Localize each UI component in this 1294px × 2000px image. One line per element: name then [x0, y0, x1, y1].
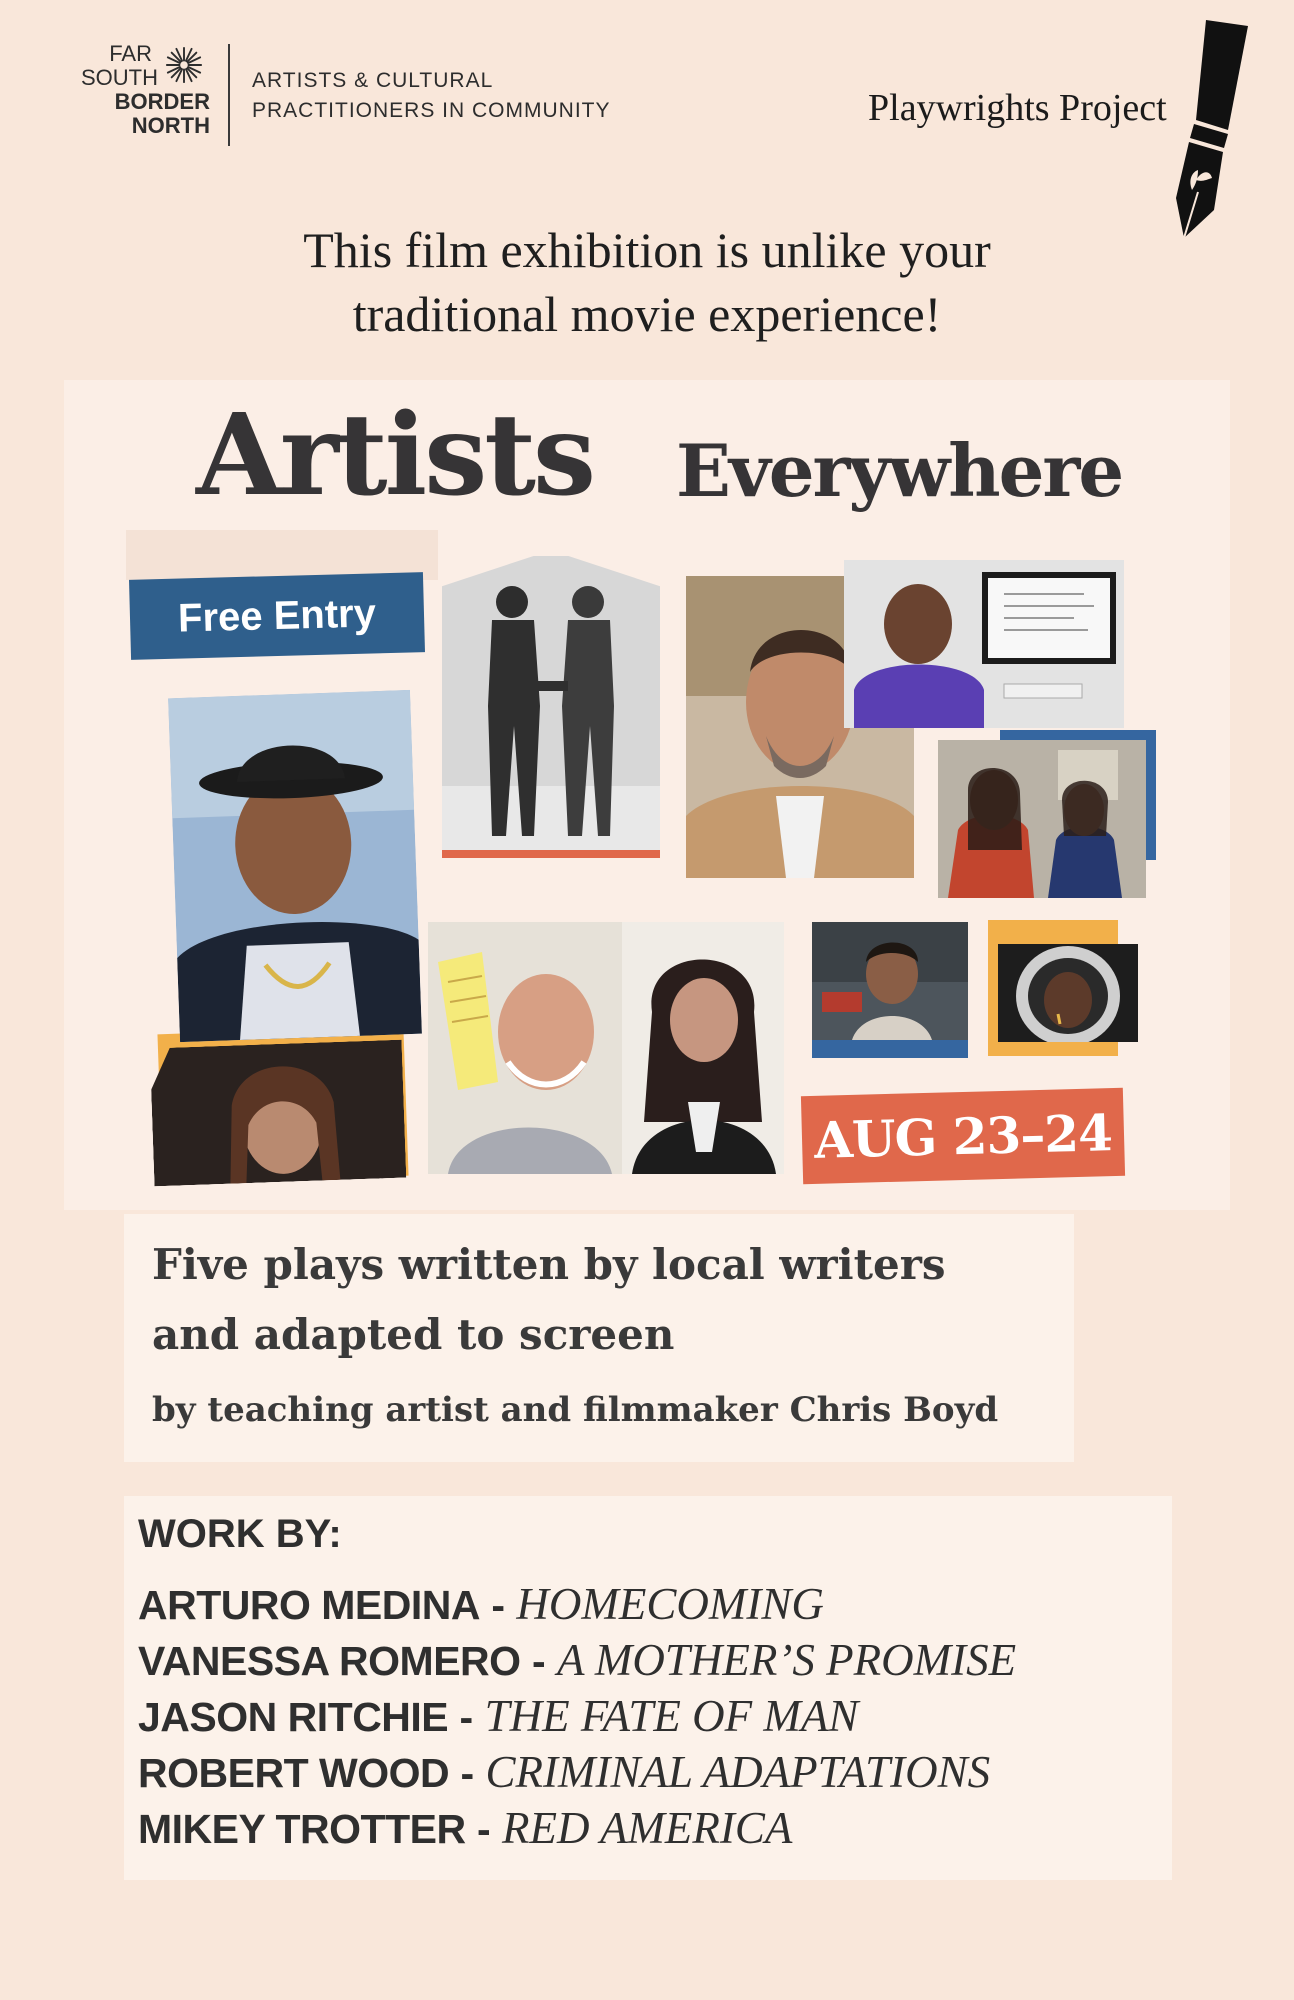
sunburst-icon: [165, 46, 203, 84]
title-everywhere: Everywhere: [676, 428, 1123, 513]
credit-title: CRIMINAL ADAPTATIONS: [485, 1747, 991, 1797]
photo-astronaut: [998, 944, 1138, 1042]
credit-author: JASON RITCHIE: [138, 1694, 449, 1740]
credit-item: JASON RITCHIE - THE FATE OF MAN: [138, 1691, 859, 1741]
intro-line-1: This film exhibition is unlike your: [303, 222, 991, 278]
intro-text: [0, 218, 1294, 346]
credit-item: ROBERT WOOD - CRIMINAL ADAPTATIONS: [138, 1747, 991, 1797]
description-line-1: Five plays written by local writers: [152, 1240, 946, 1289]
credit-title: RED AMERICA: [502, 1803, 793, 1853]
org-tagline-line-2: PRACTITIONERS IN COMMUNITY: [252, 99, 611, 122]
photo-woman-jacket: [622, 922, 784, 1174]
credit-author: MIKEY TROTTER: [138, 1806, 466, 1852]
org-tagline: [252, 66, 611, 126]
credit-author: VANESSA ROMERO: [138, 1638, 521, 1684]
photo-man-computer: [844, 560, 1124, 728]
header-divider: [228, 44, 230, 146]
title-artists: Artists: [196, 390, 594, 521]
credit-item: VANESSA ROMERO - A MOTHER’S PROMISE: [138, 1635, 1017, 1685]
partner-name: Playwrights Project: [868, 87, 1167, 129]
credit-author: ARTURO MEDINA: [138, 1582, 480, 1628]
credit-title: HOMECOMING: [516, 1579, 824, 1629]
credit-title: A MOTHER’S PROMISE: [556, 1635, 1017, 1685]
credit-title: THE FATE OF MAN: [484, 1691, 859, 1741]
org-line-border: BORDER: [114, 89, 210, 114]
credit-item: ARTURO MEDINA - HOMECOMING: [138, 1579, 824, 1629]
free-entry-badge: Free Entry: [129, 572, 425, 660]
description-line-2: and adapted to screen: [152, 1310, 675, 1359]
description-line-3: by teaching artist and filmmaker Chris Boyd: [152, 1390, 999, 1430]
org-line-far: FAR: [109, 41, 152, 66]
photo-man-notepad: [428, 922, 624, 1174]
photo-young-man: [812, 922, 968, 1040]
credit-author: ROBERT WOOD: [138, 1750, 450, 1796]
org-line-north: NORTH: [131, 113, 210, 138]
photo-two-women: [938, 740, 1146, 898]
photo-woman-portrait: [150, 1040, 407, 1187]
org-line-south: SOUTH: [81, 65, 158, 90]
photo-edge-strip: [442, 850, 660, 858]
intro-line-2: traditional movie experience!: [352, 286, 942, 342]
credit-item: MIKEY TROTTER - RED AMERICA: [138, 1803, 793, 1853]
photo-two-men: [442, 556, 660, 858]
credits-heading: WORK BY:: [138, 1512, 342, 1556]
org-tagline-line-1: ARTISTS & CULTURAL: [252, 69, 494, 92]
event-dates-badge: AUG 23–24: [801, 1088, 1125, 1184]
photo-artist-hat: [168, 690, 422, 1042]
fountain-pen-icon: [1162, 20, 1248, 238]
